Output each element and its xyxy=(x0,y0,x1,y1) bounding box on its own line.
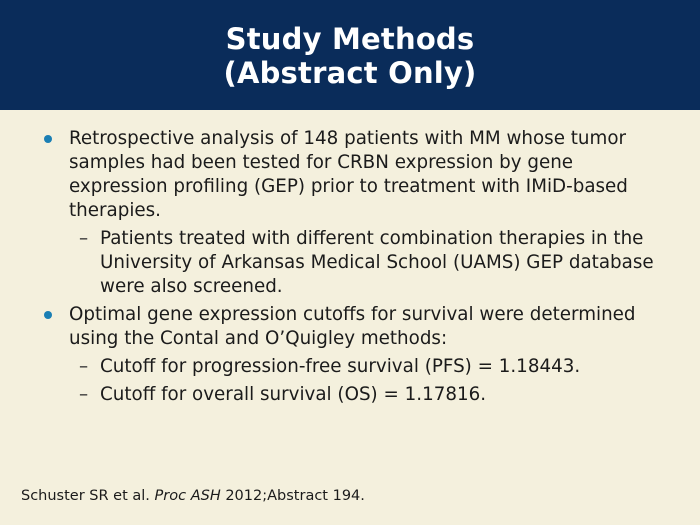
bullet-optimal-cutoffs xyxy=(42,303,672,351)
citation-journal: Proc ASH xyxy=(154,488,221,504)
bullet-dot-icon xyxy=(44,135,52,143)
sub-bullet-text: Cutoff for progression-free survival (PFS) = 1.18443. xyxy=(100,356,581,377)
slide-title-line-2: (Abstract Only) xyxy=(223,56,477,90)
citation-authors: Schuster SR et al. xyxy=(21,488,155,504)
bullet-retrospective-analysis xyxy=(42,127,672,223)
citation xyxy=(21,488,365,504)
sub-bullet-text: Cutoff for overall survival (OS) = 1.17816. xyxy=(100,384,487,405)
slide-title-line-1: Study Methods xyxy=(225,22,475,56)
bullet-text: Retrospective analysis of 148 patients with MM whose tumor samples had been tested for CRBN expression by gene expression profiling (GEP) prior to treatment with IMiD-based therapies. xyxy=(69,128,628,221)
sub-bullet-pfs-cutoff xyxy=(42,355,672,379)
sub-bullet-os-cutoff xyxy=(42,383,672,407)
slide-body xyxy=(42,127,672,411)
citation-details: 2012;Abstract 194. xyxy=(220,488,365,504)
dash-icon: – xyxy=(79,228,89,249)
bullet-text: Optimal gene expression cutoffs for survival were determined using the Contal and O’Quigley methods: xyxy=(69,304,636,349)
dash-icon: – xyxy=(79,384,89,405)
dash-icon: – xyxy=(79,356,89,377)
sub-bullet-uams-database xyxy=(42,227,672,299)
bullet-dot-icon xyxy=(44,311,52,319)
sub-bullet-text: Patients treated with different combination therapies in the University of Arkansas Medical School (UAMS) GEP database were also screened. xyxy=(100,228,654,297)
title-banner xyxy=(0,0,700,110)
